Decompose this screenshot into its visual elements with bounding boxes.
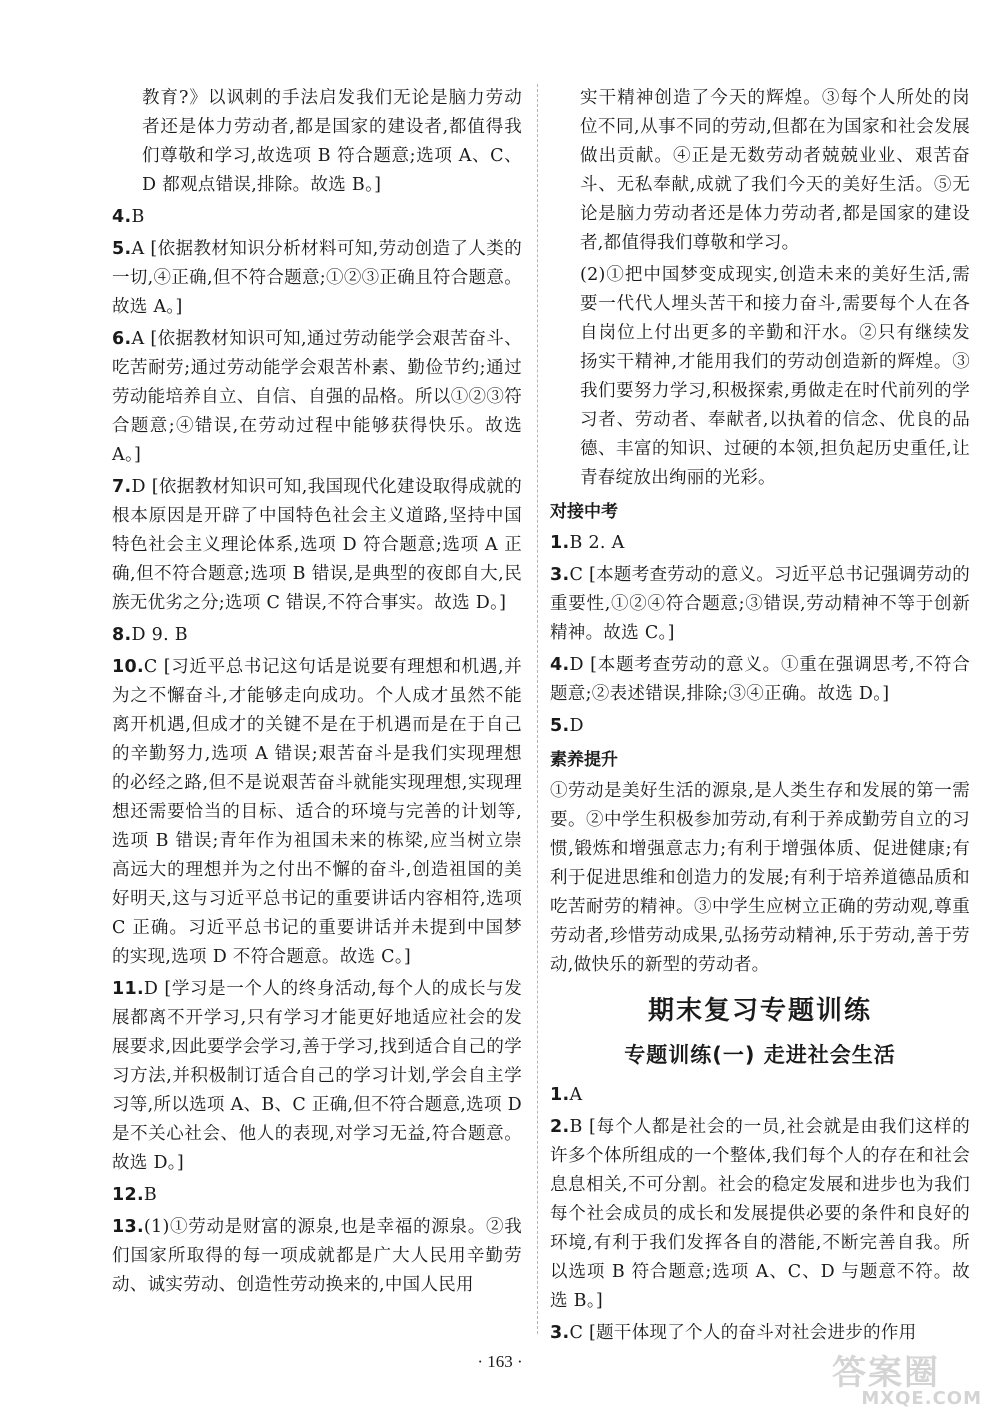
answer-6: 6.A [依据教材知识可知,通过劳动能学会艰苦奋斗、吃苦耐劳;通过劳动能学会艰苦朴素、勤俭节约;通过劳动能培养自立、自信、自强的品格。所以①②③符合题意;④错误,在劳动过程中能够获得快乐。故选 A。] <box>112 329 522 465</box>
zt-answer-2: 2.B [每个人都是社会的一员,社会就是由我们这样的许多个体所组成的一个整体,我们每个人的存在和社会息息相关,不可分割。社会的稳定发展和进步也为我们每个社会成员的成长和发展提供必要的条件和良好的环境,有利于我们发挥各自的潜能,不断完善自我。所以选项 B 符合题意;选项 A、C、D 与题意不符。故选 B。] <box>550 1117 970 1311</box>
answer-11: 11.D [学习是一个人的终身活动,每个人的成长与发展都离不开学习,只有学习才能更好地适应社会的发展要求,因此要学会学习,善于学习,找到适合自己的学习方法,并积极制订适合自己的学习计划,学会自主学习等,所以选项 A、B、C 正确,但不符合题意,选项 D 是不关心社会、他人的表现,对学习无益,符合题意。故选 D。] <box>112 979 522 1173</box>
zk-answer-4: 4.D [本题考查劳动的意义。①重在强调思考,不符合题意;②表述错误,排除;③④正确。故选 D。] <box>550 655 970 704</box>
suyang-text: ①劳动是美好生活的源泉,是人类生存和发展的第一需要。②中学生积极参加劳动,有利于养成勤劳自立的习惯,锻炼和增强意志力;有利于增强体质、促进健康;有利于促进思维和创造力的发展;有利于培养道德品质和吃苦耐劳的精神。③中学生应树立正确的劳动观,尊重劳动者,珍惜劳动成果,弘扬劳动精神,乐于劳动,善于劳动,做快乐的新型的劳动者。 <box>550 781 970 975</box>
section-heading-zhongkao: 对接中考 <box>550 502 618 522</box>
chapter-title: 期末复习专题训练 <box>647 996 872 1026</box>
left-column <box>112 84 522 1303</box>
zt-answer-3: 3.C [题干体现了个人的奋斗对社会进步的作用 <box>550 1323 917 1343</box>
answer-4: 4.B <box>112 207 145 227</box>
watermark-main-text: 答案圈 <box>832 1353 940 1393</box>
answer-13-part2: (2)①把中国梦变成现实,创造未来的美好生活,需要一代代人埋头苦干和接力奋斗,需要每个人在各自岗位上付出更多的辛勤和汗水。②只有继续发扬实干精神,才能用我们的劳动创造新的辉煌。③我们要努力学习,积极探索,勇做走在时代前列的学习者、劳动者、奉献者,以执着的信念、优良的品德、丰富的知识、过硬的本领,担负起历史重任,让青春绽放出绚丽的光彩。 <box>580 265 970 488</box>
zt-answer-1: 1.A <box>550 1085 583 1105</box>
watermark-logo <box>832 1345 982 1415</box>
answer-10: 10.C [习近平总书记这句话是说要有理想和机遇,并为之不懈奋斗,才能够走向成功。个人成才虽然不能离开机遇,但成才的关键不是在于机遇而是在于自己的辛勤努力,选项 A 错误;艰苦奋斗是我们实现理想的必经之路,但不是说艰苦奋斗就能实现理想,实现理想还需要恰当的目标、适合的环境与完善的计划等,选项 B 错误;青年作为祖国未来的栋梁,应当树立崇高远大的理想并为之付出不懈的奋斗,创造祖国的美好明天,这与习近平总书记的重要讲话内容相符,选项 C 正确。习近平总书记的重要讲话并未提到中国梦的实现,选项 D 不符合题意。故选 C。] <box>112 657 522 967</box>
column-divider <box>537 84 538 1334</box>
zk-answer-1-2: 1.B 2. A <box>550 533 625 553</box>
answer-cont: 教育?》以讽刺的手法启发我们无论是脑力劳动者还是体力劳动者,都是国家的建设者,都值得我们尊敬和学习,故选项 B 符合题意;选项 A、C、D 都观点错误,排除。故选 B。] <box>142 88 522 195</box>
answer-7: 7.D [依据教材知识可知,我国现代化建设取得成就的根本原因是开辟了中国特色社会主义道路,坚持中国特色社会主义理论体系,选项 D 符合题意;选项 A 正确,但不符合题意;选项 B 错误,是典型的夜郎自大,民族无优劣之分;选项 C 错误,不符合事实。故选 D。] <box>112 477 522 613</box>
zk-answer-5: 5.D <box>550 716 584 736</box>
topic-title: 专题训练(一) 走进社会生活 <box>624 1043 896 1067</box>
right-column <box>550 84 970 1351</box>
answer-13-cont: 实干精神创造了今天的辉煌。③每个人所处的岗位不同,从事不同的劳动,但都在为国家和社会发展做出贡献。④正是无数劳动者兢兢业业、艰苦奋斗、无私奉献,成就了我们今天的美好生活。⑤无论是脑力劳动者还是体力劳动者,都是国家的建设者,都值得我们尊敬和学习。 <box>580 88 970 253</box>
section-heading-suyang: 素养提升 <box>550 750 618 770</box>
watermark-sub-text: MXQE.COM <box>861 1388 982 1409</box>
answer-5: 5.A [依据教材知识分析材料可知,劳动创造了人类的一切,④正确,但不符合题意;①②③正确且符合题意。故选 A。] <box>112 239 522 317</box>
answer-8-9: 8.D 9. B <box>112 625 188 645</box>
zk-answer-3: 3.C [本题考查劳动的意义。习近平总书记强调劳动的重要性,①②④符合题意;③错误,劳动精神不等于创新精神。故选 C。] <box>550 565 970 643</box>
answer-13: 13.(1)①劳动是财富的源泉,也是幸福的源泉。②我们国家所取得的每一项成就都是广大人民用辛勤劳动、诚实劳动、创造性劳动换来的,中国人民用 <box>112 1217 522 1295</box>
answer-12: 12.B <box>112 1185 158 1205</box>
page-number: · 163 · <box>477 1352 523 1371</box>
